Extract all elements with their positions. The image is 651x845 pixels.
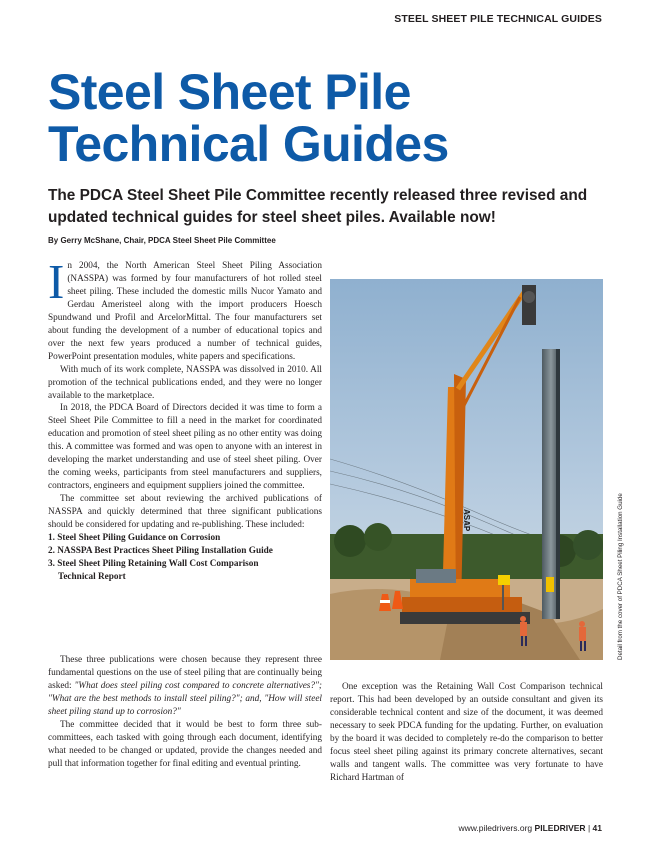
article-deck: The PDCA Steel Sheet Pile Committee recently released three revised and updated technical guides for steel sheet piles. Available now! xyxy=(48,187,588,226)
paragraph-5 xyxy=(48,654,322,719)
paragraph-1-text: n 2004, the North American Steel Sheet Piling Association (NASSPA) was formed by four manufacturers of hot rolled steel sheet piling. These included the domestic mills Nucor Yamato and Gerdau Ameristeel along with the import producers Hoesch Spundwand und Profil and ArcelorMittal. The four manufacturers set about funding the development of a number of educational topics and over the next few years produced a number of technical guides, PowerPoint presentation modules, white papers and specifications. xyxy=(48,261,322,362)
list-item xyxy=(48,558,322,584)
photo-caption: Detail from the cover of PDCA Sheet Piling Installation Guide xyxy=(617,493,624,660)
drop-cap: I xyxy=(48,254,65,309)
article-title xyxy=(48,66,608,170)
paragraph-6: The committee decided that it would be best to form three sub-committees, each tasked with going through each document, identifying what needed to be changed or updated, provide the changes needed and pull that information together for final editing and eventual printing. xyxy=(48,719,322,769)
rig-lettering: ASAP xyxy=(462,509,471,532)
page-number: 41 xyxy=(592,823,602,833)
column-left xyxy=(48,254,322,584)
byline: By Gerry McShane, Chair, PDCA Steel Sheet Pile Committee xyxy=(48,236,276,245)
pile-driving-photo xyxy=(330,279,603,660)
paragraph-4: The committee set about reviewing the archived publications of NASSPA and quickly determined that three significant publications should be considered for updating and re-publishing. These included: xyxy=(48,494,322,531)
paragraph-7: One exception was the Retaining Wall Cost Comparison technical report. This had been developed by an outside consultant and given its considerable technical content and size of the document, it was deemed necessary to seek PDCA funding for the updating. Further, on evaluation by the board it was decided to completely re-do the comparison to better focus steel sheet piling against its primary concrete alternatives, secant walls and tangent walls. The committee was very fortunate to have Richard Hartman of xyxy=(330,682,603,783)
paragraph-5-text: These three publications were chosen because they represent three fundamental questions on the use of steel piling that are continually being asked: xyxy=(48,655,322,691)
title-line-2: Technical Guides xyxy=(48,116,449,172)
page-footer xyxy=(458,823,602,833)
title-line-1: Steel Sheet Pile xyxy=(48,64,411,120)
paragraph-2: With much of its work complete, NASSPA was dissolved in 2010. All promotion of the technical publications ended, and they were no longer available to the marketplace. xyxy=(48,364,322,401)
list-item: 2. NASSPA Best Practices Sheet Piling Installation Guide xyxy=(48,545,273,556)
list-item-continuation: Technical Report xyxy=(58,571,126,582)
column-left-lower xyxy=(48,654,322,771)
footer-website: www.piledrivers.org xyxy=(458,823,533,833)
footer-separator: | xyxy=(587,823,591,833)
column-right xyxy=(330,681,603,785)
list-item-text: 3. Steel Sheet Piling Retaining Wall Cost Comparison xyxy=(48,558,259,569)
paragraph-5-quote: "What does steel piling cost compared to concrete alternatives?"; "What are the best methods to install steel piling?"; and, "How will steel sheet piling stand up to corrosion?" xyxy=(48,680,322,717)
section-tag: STEEL SHEET PILE TECHNICAL GUIDES xyxy=(394,13,602,25)
footer-magazine: PILEDRIVER xyxy=(534,823,586,833)
list-item: 1. Steel Sheet Piling Guidance on Corrosion xyxy=(48,533,221,544)
paragraph-3: In 2018, the PDCA Board of Directors decided it was time to form a Steel Sheet Pile Committee to fill a need in the market for coordinated education and promotion of steel sheet piling as no other entity was doing this. A committee was formed and was open to anyone with an interest in developing the market understanding and use of steel sheet piling. Over the coming weeks, participants from steel manufacturers and suppliers, contractors, engineers and equipment suppliers joined the committee. xyxy=(48,403,322,492)
publication-list xyxy=(48,532,322,584)
paragraph-1 xyxy=(48,254,322,364)
